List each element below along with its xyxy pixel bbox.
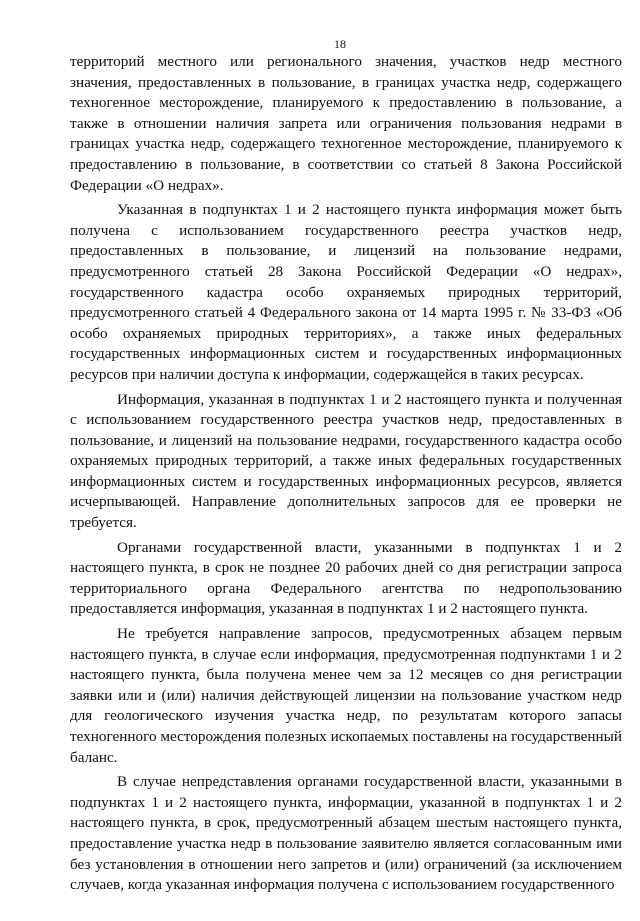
paragraph-continuation: территорий местного или регионального значения, участков недр местного значения, предоставленных в пользование, в границах участка недр, содержащего техногенное месторождение, планируемого к предоставлению в пользование, а также в отношении наличия запрета или ограничения пользования недрами в границах участка недр, содержащего техногенное месторождение, планируемого к предоставлению в пользование, в соответствии со статьей 8 Закона Российской Федерации «О недрах». [70,53,622,194]
paragraph-information-sources: Указанная в подпунктах 1 и 2 настоящего пункта информация может быть получена с использованием государственного реестра участков недр, предоставленных в пользование, и лицензий на пользование недрами, предусмотренного статьей 28 Закона Российской Федерации «О недрах», государственного кадастра особо охраняемых природных территорий, предусмотренного статьей 4 Федерального закона от 14 марта 1995 г. № 33-ФЗ «Об особо охраняемых природных территориях», а также иных федеральных государственных информационных систем и государственных информационных ресурсов при наличии доступа к информации, содержащейся в таких ресурсах. [70,201,622,383]
paragraph-response-deadline: Органами государственной власти, указанными в подпунктах 1 и 2 настоящего пункта, в срок не позднее 20 рабочих дней со дня регистрации запроса территориального органа Федерального агентства по недропользованию предоставляется информация, указанная в подпунктах 1 и 2 настоящего пункта. [70,538,622,618]
page-number: 18 [334,37,346,51]
paragraph-information-exhaustive: Информация, указанная в подпунктах 1 и 2 настоящего пункта и полученная с использованием государственного реестра участков недр, предоставленных в пользование, и лицензий на пользование недрами, государственного кадастра особо охраняемых природных территорий, а также иных федеральных государственных информационных систем и государственных информационных ресурсов, является исчерпывающей. Направление дополнительных запросов для ее проверки не требуется. [70,390,622,532]
paragraph-non-submission: В случае непредставления органами государственной власти, указанными в подпунктах 1 и 2 настоящего пункта, информации, указанной в подпунктах 1 и 2 настоящего пункта, в срок, предусмотренный абзацем шестым настоящего пункта, предоставление участка недр в пользование заявителю является согласованным ими без установления в отношении него запретов и (или) ограничений (за исключением случаев, когда указанная информация получена с использованием государственного [70,773,622,894]
document-body [70,52,622,896]
paragraph-no-requests-needed: Не требуется направление запросов, предусмотренных абзацем первым настоящего пункта, в случае если информация, предусмотренная подпунктами 1 и 2 настоящего пункта, была получена менее чем за 12 месяцев со дня регистрации заявки или и (или) наличия действующей лицензии на пользование участком недр для геологического изучения участка недр, по результатам которого запасы техногенного месторождения полезных ископаемых поставлены на государственный баланс. [70,625,622,766]
